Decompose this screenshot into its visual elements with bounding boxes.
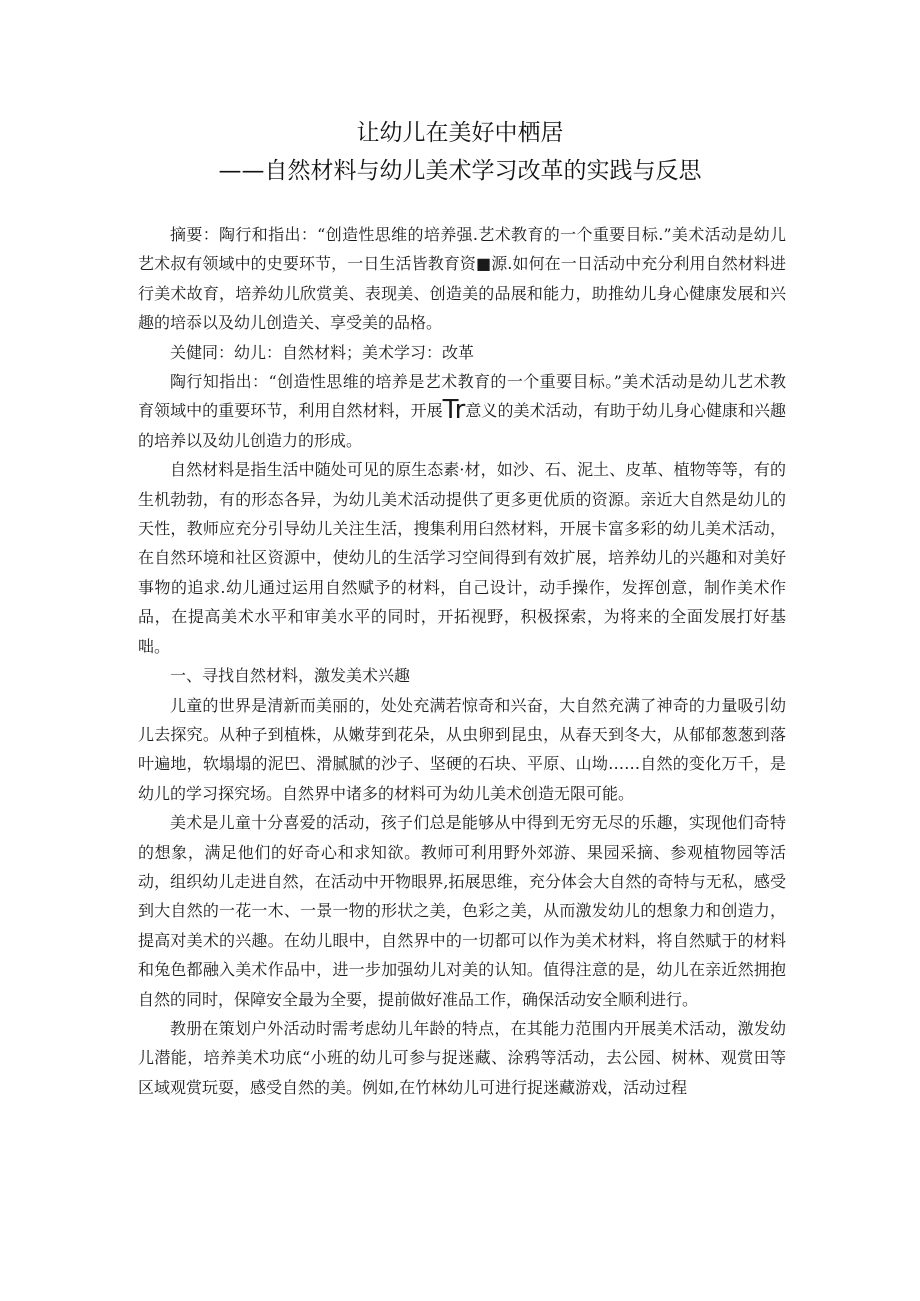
section-heading-1: 一、寻找自然材料，激发美术兴趣: [170, 666, 411, 686]
title-subtitle: ——自然材料与幼儿美术学习改革的实践与反思: [218, 158, 702, 184]
keywords-paragraph: 关健同：幼儿：自然材料；美术学习：改革: [170, 342, 475, 362]
paragraph-1-end: 意义的美术活动，有助于幼儿身心健康和兴趣的培养以及幼儿创造力的形成。: [138, 401, 786, 450]
paragraph-1: [138, 367, 786, 455]
paragraph-1-artifact-glyph: Tr: [442, 395, 466, 426]
paragraph-2: 自然材料是指生活中随处可见的原生态素·材，如沙、石、泥土、皮革、植物等等，有的生机勃勃，有的形态各异，为幼儿美术活动提供了更多更优质的资源。亲近大自然是幼儿的天性，教师应充分引导幼儿关注生活，搜集利用臼然材料，开展卡富多彩的幼儿美术活动，在自然环境和社区资源中，使幼儿的生活学习空间得到有效扩展，培养幼儿的兴趣和对美好事物的追求.幼儿通过运用自然赋予的材料，自己设计，动手操作，发挥创意，制作美术作品，在提高美术水平和审美水平的同时，开拓视野，积极探索，为将来的全面发展打好基咄。: [138, 460, 786, 656]
abstract-paragraph: 摘要：陶行和指出：“创造性思维的培养强.艺术教育的一个重要目标.”美术活动是幼儿艺术叔有领域中的史要环节，一日生活皆教育资■源.如何在一日活动中充分利用自然材料进行美术故育，培养幼儿欣赏美、表现美、创造美的品展和能力，助推幼儿身心健康发展和兴趣的培忝以及幼儿创造关、享受美的品格。: [138, 225, 786, 333]
paragraph-5: 教册在策划户外活动时需考虑幼儿年龄的特点，在其能力范围内开展美术活动，激发幼儿潜能，培养美术功底“小班的幼儿可参与捉迷藏、涂鸦等活动，去公园、树林、观赏田等区域观赏玩耍，感受自然的美。例如,在竹林幼儿可进行捉迷藏游戏，活动过程: [138, 1018, 786, 1097]
title-main: 让幼儿在美好中栖居: [356, 120, 564, 146]
paragraph-1-start: 陶行知指出：“创造性思维的培养是艺术教育的一个重要目标。”美术活动是幼儿艺术教育领域中的重要环节，利用自然材料，开展: [138, 372, 786, 421]
body-text: [138, 220, 786, 1102]
paragraph-3: 儿童的世界是清新而美丽的，处处充满若惊奇和兴奋，大自然充满了神奇的力量吸引幼儿去探究。从种子到植株，从嫩芽到花朵，从虫卵到昆虫，从春天到冬大，从郁郁葱葱到落叶遍地，软塌塌的泥巴、滑腻腻的沙子、坚硬的石块、平原、山坳……自然的变化万千，是幼儿的学习探究场。自然界中诸多的材料可为幼儿美术创造无限可能。: [138, 695, 786, 803]
paragraph-4: 美术是儿童十分喜爱的活动，孩子们总是能够从中得到无穷无尽的乐趣，实现他们奇特的想象，满足他们的好奇心和求知欲。教师可利用野外郊游、果园采摘、参观植物园等活动，组织幼儿走进自然，在活动中开物眼界,拓展思维，充分体会大自然的奇特与无私，感受到大自然的一花一木、一景一物的形状之美，色彩之美，从而激发幼儿的想象力和创造力，提高对美术的兴趣。在幼儿眼中，自然界中的一切都可以作为美术材料，将自然赋于的材料和兔色都融入美术作品中，进一步加强幼儿对美的认知。值得注意的是，幼儿在亲近然拥抱自然的同时，保障安全最为全要，提前做好准品工作，确保活动安全顺利进行。: [138, 813, 786, 1009]
title-block: [0, 114, 920, 190]
